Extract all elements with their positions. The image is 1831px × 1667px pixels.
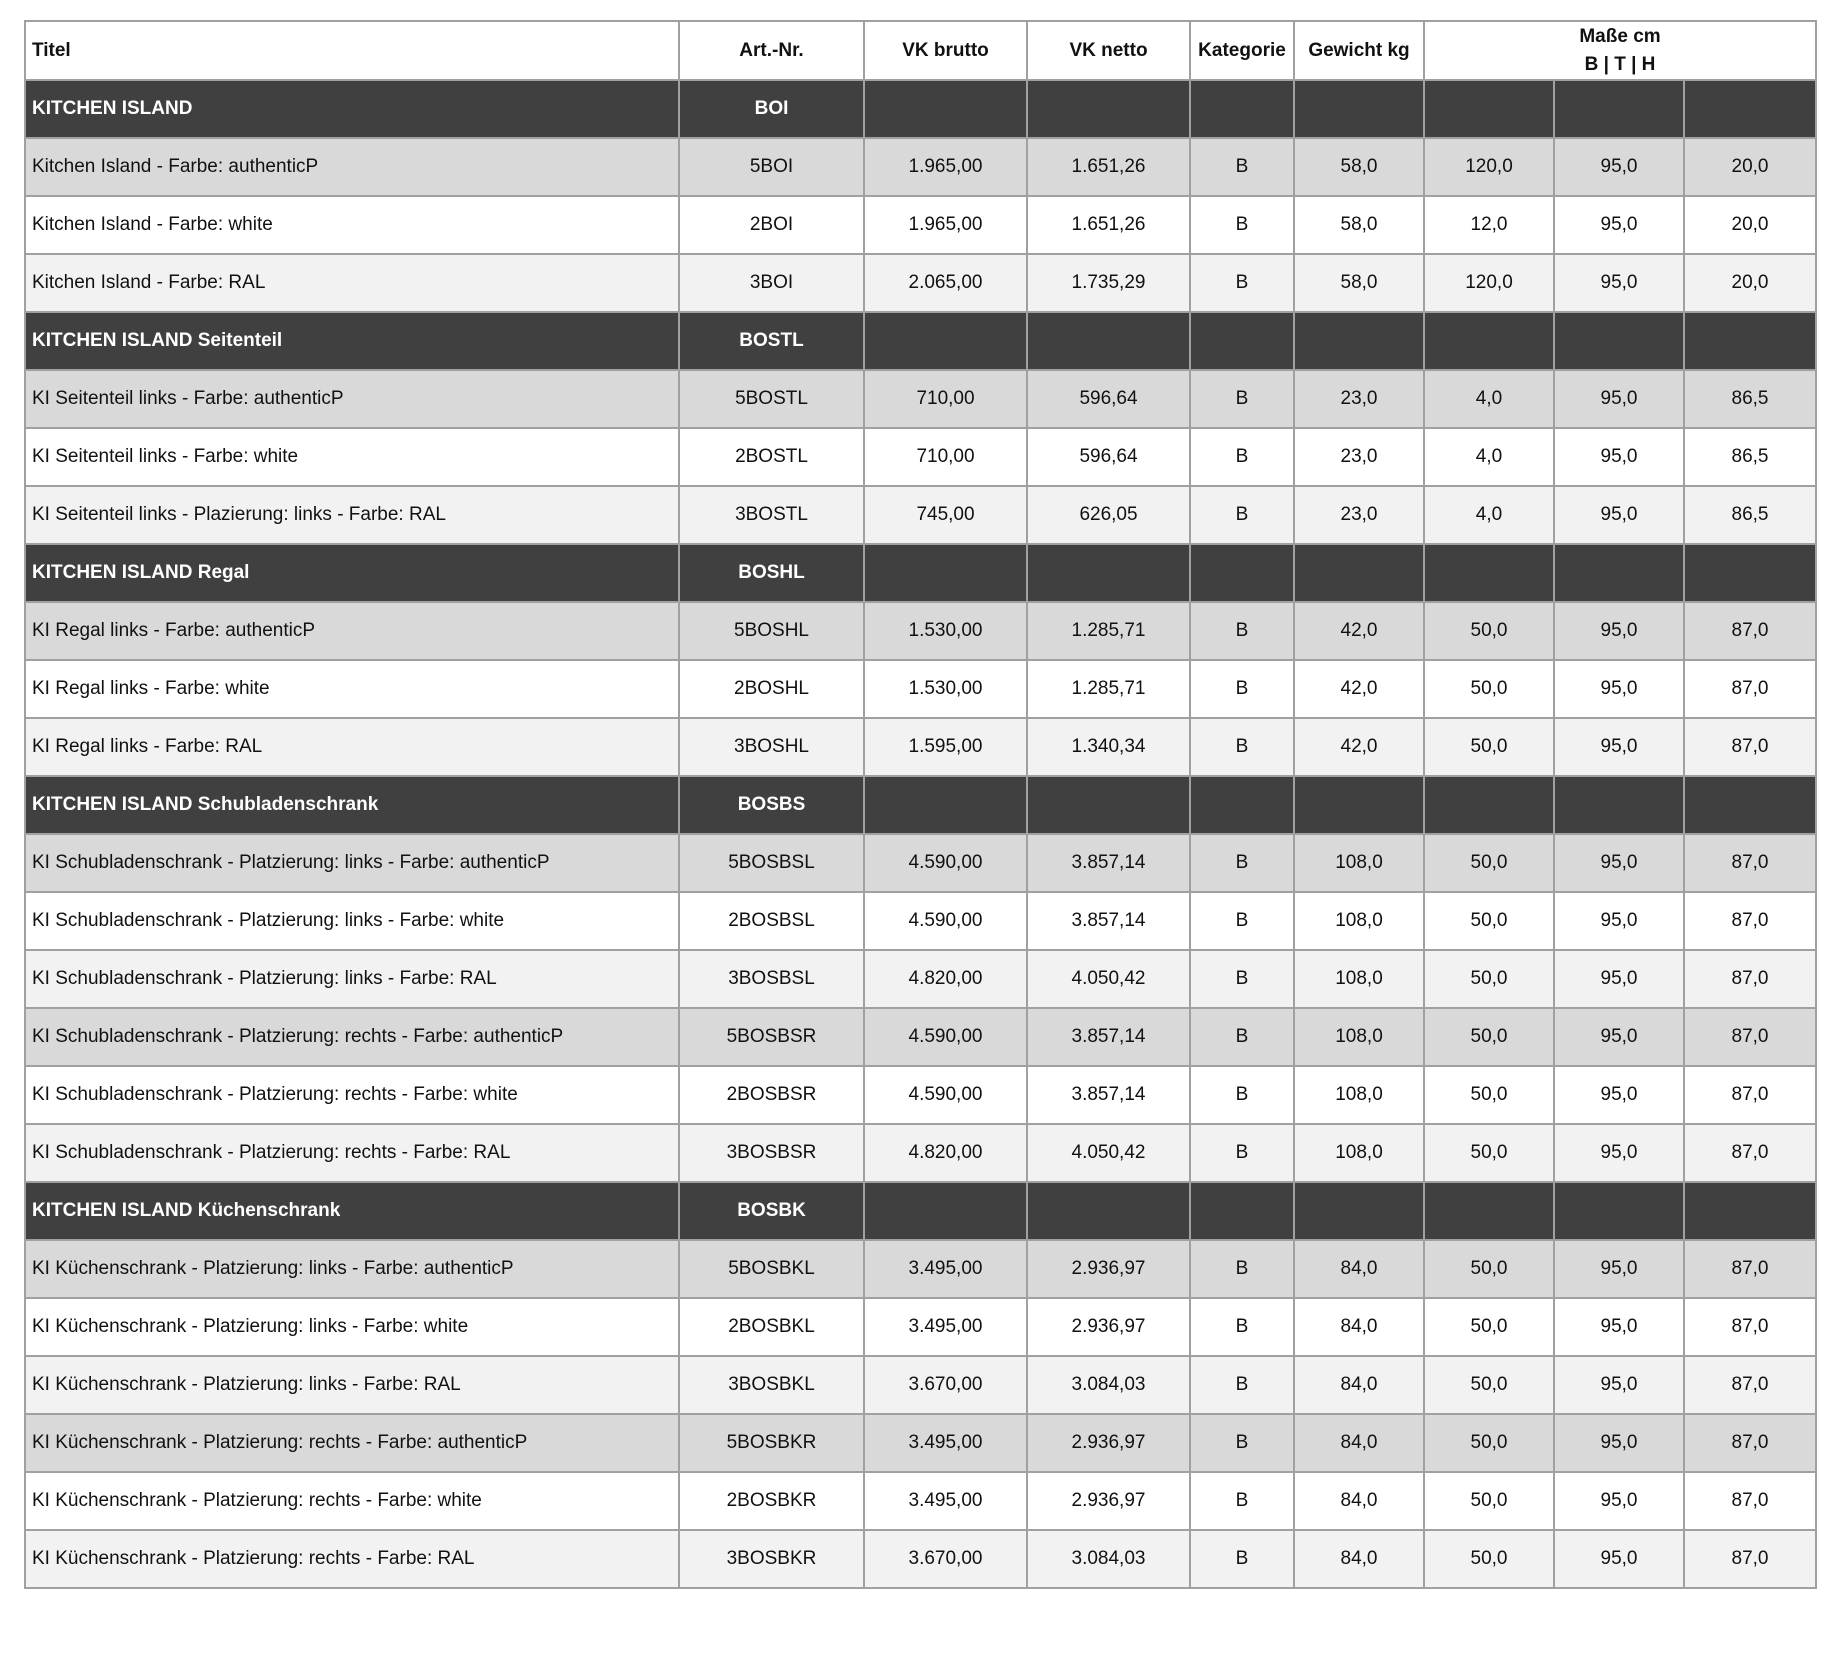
row-tiefe: 95,0 bbox=[1554, 1066, 1684, 1124]
row-art-nr: 2BOSBKL bbox=[679, 1298, 864, 1356]
table-row bbox=[25, 486, 1816, 544]
row-title: KI Seitenteil links - Farbe: authenticP bbox=[25, 370, 679, 428]
row-kategorie: B bbox=[1190, 1472, 1294, 1530]
row-kategorie: B bbox=[1190, 834, 1294, 892]
row-tiefe: 95,0 bbox=[1554, 1298, 1684, 1356]
row-gewicht: 84,0 bbox=[1294, 1472, 1424, 1530]
group-empty-cell bbox=[864, 776, 1027, 834]
row-vk-brutto: 710,00 bbox=[864, 428, 1027, 486]
row-title: KI Schubladenschrank - Platzierung: links - Farbe: white bbox=[25, 892, 679, 950]
row-vk-netto: 2.936,97 bbox=[1027, 1414, 1190, 1472]
row-vk-netto: 4.050,42 bbox=[1027, 1124, 1190, 1182]
row-vk-brutto: 4.590,00 bbox=[864, 892, 1027, 950]
row-breite: 50,0 bbox=[1424, 834, 1554, 892]
row-breite: 4,0 bbox=[1424, 486, 1554, 544]
row-title: KI Seitenteil links - Farbe: white bbox=[25, 428, 679, 486]
row-gewicht: 108,0 bbox=[1294, 1124, 1424, 1182]
header-vk-netto: VK netto bbox=[1027, 21, 1190, 80]
group-empty-cell bbox=[1294, 312, 1424, 370]
group-title: KITCHEN ISLAND Küchenschrank bbox=[25, 1182, 679, 1240]
row-title: Kitchen Island - Farbe: white bbox=[25, 196, 679, 254]
group-empty-cell bbox=[1684, 776, 1816, 834]
row-title: KI Küchenschrank - Platzierung: rechts - Farbe: white bbox=[25, 1472, 679, 1530]
group-empty-cell bbox=[1190, 544, 1294, 602]
group-row bbox=[25, 312, 1816, 370]
row-kategorie: B bbox=[1190, 138, 1294, 196]
group-empty-cell bbox=[864, 544, 1027, 602]
group-title: KITCHEN ISLAND Regal bbox=[25, 544, 679, 602]
group-empty-cell bbox=[1294, 80, 1424, 138]
table-row bbox=[25, 602, 1816, 660]
row-kategorie: B bbox=[1190, 718, 1294, 776]
row-tiefe: 95,0 bbox=[1554, 428, 1684, 486]
header-art-nr: Art.-Nr. bbox=[679, 21, 864, 80]
row-vk-brutto: 710,00 bbox=[864, 370, 1027, 428]
row-breite: 50,0 bbox=[1424, 1066, 1554, 1124]
group-empty-cell bbox=[1027, 544, 1190, 602]
row-vk-netto: 1.651,26 bbox=[1027, 196, 1190, 254]
row-hoehe: 87,0 bbox=[1684, 1414, 1816, 1472]
group-empty-cell bbox=[1684, 544, 1816, 602]
group-empty-cell bbox=[1027, 776, 1190, 834]
row-hoehe: 87,0 bbox=[1684, 1530, 1816, 1588]
header-row bbox=[25, 21, 1816, 80]
row-kategorie: B bbox=[1190, 1066, 1294, 1124]
group-empty-cell bbox=[1190, 312, 1294, 370]
row-title: Kitchen Island - Farbe: RAL bbox=[25, 254, 679, 312]
row-gewicht: 108,0 bbox=[1294, 950, 1424, 1008]
table-row bbox=[25, 1530, 1816, 1588]
row-vk-netto: 596,64 bbox=[1027, 428, 1190, 486]
row-kategorie: B bbox=[1190, 660, 1294, 718]
table-row bbox=[25, 1414, 1816, 1472]
row-vk-brutto: 1.530,00 bbox=[864, 660, 1027, 718]
row-tiefe: 95,0 bbox=[1554, 892, 1684, 950]
group-empty-cell bbox=[1424, 312, 1554, 370]
table-row bbox=[25, 1066, 1816, 1124]
row-kategorie: B bbox=[1190, 892, 1294, 950]
group-empty-cell bbox=[1294, 544, 1424, 602]
header-kategorie: Kategorie bbox=[1190, 21, 1294, 80]
row-title: KI Schubladenschrank - Platzierung: links - Farbe: RAL bbox=[25, 950, 679, 1008]
row-tiefe: 95,0 bbox=[1554, 1472, 1684, 1530]
row-hoehe: 87,0 bbox=[1684, 1356, 1816, 1414]
row-hoehe: 87,0 bbox=[1684, 1008, 1816, 1066]
row-vk-netto: 3.857,14 bbox=[1027, 892, 1190, 950]
group-empty-cell bbox=[1554, 776, 1684, 834]
row-gewicht: 42,0 bbox=[1294, 660, 1424, 718]
header-masse bbox=[1424, 21, 1816, 80]
row-hoehe: 86,5 bbox=[1684, 486, 1816, 544]
table-row bbox=[25, 138, 1816, 196]
group-title: KITCHEN ISLAND bbox=[25, 80, 679, 138]
row-title: KI Küchenschrank - Platzierung: links - Farbe: authenticP bbox=[25, 1240, 679, 1298]
table-row bbox=[25, 660, 1816, 718]
row-art-nr: 5BOSBSR bbox=[679, 1008, 864, 1066]
group-empty-cell bbox=[1294, 1182, 1424, 1240]
row-tiefe: 95,0 bbox=[1554, 254, 1684, 312]
row-breite: 120,0 bbox=[1424, 138, 1554, 196]
row-breite: 4,0 bbox=[1424, 428, 1554, 486]
row-gewicht: 23,0 bbox=[1294, 428, 1424, 486]
row-vk-netto: 2.936,97 bbox=[1027, 1240, 1190, 1298]
row-hoehe: 87,0 bbox=[1684, 892, 1816, 950]
row-gewicht: 108,0 bbox=[1294, 1066, 1424, 1124]
table-row bbox=[25, 1240, 1816, 1298]
row-vk-brutto: 3.495,00 bbox=[864, 1472, 1027, 1530]
row-breite: 120,0 bbox=[1424, 254, 1554, 312]
row-vk-brutto: 745,00 bbox=[864, 486, 1027, 544]
row-art-nr: 2BOSTL bbox=[679, 428, 864, 486]
header-gewicht: Gewicht kg bbox=[1294, 21, 1424, 80]
row-vk-brutto: 4.820,00 bbox=[864, 950, 1027, 1008]
row-kategorie: B bbox=[1190, 1530, 1294, 1588]
row-kategorie: B bbox=[1190, 1124, 1294, 1182]
row-vk-netto: 1.735,29 bbox=[1027, 254, 1190, 312]
group-empty-cell bbox=[864, 80, 1027, 138]
row-hoehe: 87,0 bbox=[1684, 1240, 1816, 1298]
row-title: KI Schubladenschrank - Platzierung: links - Farbe: authenticP bbox=[25, 834, 679, 892]
row-gewicht: 42,0 bbox=[1294, 602, 1424, 660]
group-row bbox=[25, 1182, 1816, 1240]
row-vk-netto: 2.936,97 bbox=[1027, 1472, 1190, 1530]
row-tiefe: 95,0 bbox=[1554, 1124, 1684, 1182]
group-code: BOSBK bbox=[679, 1182, 864, 1240]
group-empty-cell bbox=[864, 1182, 1027, 1240]
row-art-nr: 2BOSHL bbox=[679, 660, 864, 718]
row-vk-netto: 3.857,14 bbox=[1027, 1008, 1190, 1066]
row-title: KI Küchenschrank - Platzierung: rechts - Farbe: authenticP bbox=[25, 1414, 679, 1472]
row-gewicht: 42,0 bbox=[1294, 718, 1424, 776]
row-art-nr: 3BOSBSL bbox=[679, 950, 864, 1008]
row-gewicht: 84,0 bbox=[1294, 1414, 1424, 1472]
table-row bbox=[25, 1124, 1816, 1182]
row-art-nr: 5BOSBSL bbox=[679, 834, 864, 892]
row-gewicht: 58,0 bbox=[1294, 254, 1424, 312]
row-kategorie: B bbox=[1190, 602, 1294, 660]
header-title: Titel bbox=[25, 21, 679, 80]
row-art-nr: 2BOI bbox=[679, 196, 864, 254]
table-row bbox=[25, 892, 1816, 950]
row-tiefe: 95,0 bbox=[1554, 834, 1684, 892]
row-tiefe: 95,0 bbox=[1554, 602, 1684, 660]
group-empty-cell bbox=[1684, 1182, 1816, 1240]
group-empty-cell bbox=[1190, 776, 1294, 834]
row-title: KI Schubladenschrank - Platzierung: rechts - Farbe: RAL bbox=[25, 1124, 679, 1182]
row-breite: 50,0 bbox=[1424, 1124, 1554, 1182]
row-gewicht: 84,0 bbox=[1294, 1356, 1424, 1414]
group-code: BOSTL bbox=[679, 312, 864, 370]
group-empty-cell bbox=[1424, 80, 1554, 138]
row-vk-brutto: 4.590,00 bbox=[864, 1008, 1027, 1066]
row-vk-netto: 3.084,03 bbox=[1027, 1356, 1190, 1414]
row-hoehe: 86,5 bbox=[1684, 428, 1816, 486]
group-code: BOI bbox=[679, 80, 864, 138]
row-vk-netto: 3.857,14 bbox=[1027, 834, 1190, 892]
group-empty-cell bbox=[1027, 1182, 1190, 1240]
row-breite: 50,0 bbox=[1424, 1356, 1554, 1414]
row-vk-brutto: 1.965,00 bbox=[864, 196, 1027, 254]
row-tiefe: 95,0 bbox=[1554, 660, 1684, 718]
row-kategorie: B bbox=[1190, 1356, 1294, 1414]
row-gewicht: 108,0 bbox=[1294, 834, 1424, 892]
row-art-nr: 3BOSBKL bbox=[679, 1356, 864, 1414]
row-tiefe: 95,0 bbox=[1554, 1240, 1684, 1298]
group-row bbox=[25, 544, 1816, 602]
row-vk-brutto: 3.495,00 bbox=[864, 1240, 1027, 1298]
row-art-nr: 5BOSBKR bbox=[679, 1414, 864, 1472]
group-empty-cell bbox=[1190, 80, 1294, 138]
group-empty-cell bbox=[1554, 544, 1684, 602]
row-breite: 50,0 bbox=[1424, 1472, 1554, 1530]
group-empty-cell bbox=[1424, 1182, 1554, 1240]
group-code: BOSHL bbox=[679, 544, 864, 602]
row-gewicht: 58,0 bbox=[1294, 196, 1424, 254]
row-title: KI Küchenschrank - Platzierung: links - Farbe: white bbox=[25, 1298, 679, 1356]
row-tiefe: 95,0 bbox=[1554, 196, 1684, 254]
row-breite: 50,0 bbox=[1424, 1240, 1554, 1298]
row-hoehe: 87,0 bbox=[1684, 718, 1816, 776]
group-empty-cell bbox=[1027, 80, 1190, 138]
table-row bbox=[25, 196, 1816, 254]
group-title: KITCHEN ISLAND Seitenteil bbox=[25, 312, 679, 370]
row-art-nr: 2BOSBKR bbox=[679, 1472, 864, 1530]
row-art-nr: 3BOI bbox=[679, 254, 864, 312]
table-row bbox=[25, 718, 1816, 776]
group-empty-cell bbox=[1190, 1182, 1294, 1240]
row-hoehe: 20,0 bbox=[1684, 254, 1816, 312]
table-row bbox=[25, 428, 1816, 486]
row-title: KI Regal links - Farbe: RAL bbox=[25, 718, 679, 776]
row-breite: 50,0 bbox=[1424, 718, 1554, 776]
row-hoehe: 87,0 bbox=[1684, 602, 1816, 660]
group-empty-cell bbox=[1027, 312, 1190, 370]
row-vk-brutto: 4.590,00 bbox=[864, 1066, 1027, 1124]
row-tiefe: 95,0 bbox=[1554, 1356, 1684, 1414]
row-art-nr: 2BOSBSR bbox=[679, 1066, 864, 1124]
table-row bbox=[25, 1008, 1816, 1066]
table-body bbox=[25, 80, 1816, 1588]
row-tiefe: 95,0 bbox=[1554, 486, 1684, 544]
row-title: KI Regal links - Farbe: authenticP bbox=[25, 602, 679, 660]
row-gewicht: 58,0 bbox=[1294, 138, 1424, 196]
row-vk-brutto: 3.670,00 bbox=[864, 1530, 1027, 1588]
row-tiefe: 95,0 bbox=[1554, 370, 1684, 428]
row-tiefe: 95,0 bbox=[1554, 1008, 1684, 1066]
row-kategorie: B bbox=[1190, 950, 1294, 1008]
row-hoehe: 20,0 bbox=[1684, 196, 1816, 254]
row-kategorie: B bbox=[1190, 486, 1294, 544]
group-empty-cell bbox=[864, 312, 1027, 370]
row-vk-netto: 626,05 bbox=[1027, 486, 1190, 544]
row-gewicht: 23,0 bbox=[1294, 486, 1424, 544]
group-empty-cell bbox=[1684, 80, 1816, 138]
row-title: KI Schubladenschrank - Platzierung: rechts - Farbe: authenticP bbox=[25, 1008, 679, 1066]
group-row bbox=[25, 80, 1816, 138]
row-art-nr: 5BOSBKL bbox=[679, 1240, 864, 1298]
row-art-nr: 3BOSBSR bbox=[679, 1124, 864, 1182]
group-empty-cell bbox=[1554, 80, 1684, 138]
table-row bbox=[25, 1472, 1816, 1530]
row-gewicht: 108,0 bbox=[1294, 892, 1424, 950]
row-gewicht: 84,0 bbox=[1294, 1530, 1424, 1588]
header-masse-sub: B | T | H bbox=[1584, 53, 1656, 75]
table-row bbox=[25, 254, 1816, 312]
header-vk-brutto: VK brutto bbox=[864, 21, 1027, 80]
row-title: KI Seitenteil links - Plazierung: links - Farbe: RAL bbox=[25, 486, 679, 544]
group-row bbox=[25, 776, 1816, 834]
row-gewicht: 108,0 bbox=[1294, 1008, 1424, 1066]
group-empty-cell bbox=[1554, 1182, 1684, 1240]
row-hoehe: 87,0 bbox=[1684, 1066, 1816, 1124]
row-breite: 50,0 bbox=[1424, 1008, 1554, 1066]
row-title: KI Küchenschrank - Platzierung: links - Farbe: RAL bbox=[25, 1356, 679, 1414]
table-row bbox=[25, 950, 1816, 1008]
row-kategorie: B bbox=[1190, 1008, 1294, 1066]
row-kategorie: B bbox=[1190, 428, 1294, 486]
group-empty-cell bbox=[1424, 544, 1554, 602]
row-breite: 50,0 bbox=[1424, 892, 1554, 950]
row-breite: 50,0 bbox=[1424, 1414, 1554, 1472]
table-row bbox=[25, 834, 1816, 892]
row-breite: 50,0 bbox=[1424, 1298, 1554, 1356]
row-vk-brutto: 1.530,00 bbox=[864, 602, 1027, 660]
row-vk-netto: 596,64 bbox=[1027, 370, 1190, 428]
group-empty-cell bbox=[1554, 312, 1684, 370]
row-gewicht: 84,0 bbox=[1294, 1240, 1424, 1298]
row-vk-netto: 4.050,42 bbox=[1027, 950, 1190, 1008]
row-vk-netto: 1.340,34 bbox=[1027, 718, 1190, 776]
row-vk-brutto: 4.590,00 bbox=[864, 834, 1027, 892]
row-hoehe: 87,0 bbox=[1684, 660, 1816, 718]
row-title: KI Küchenschrank - Platzierung: rechts - Farbe: RAL bbox=[25, 1530, 679, 1588]
group-title: KITCHEN ISLAND Schubladenschrank bbox=[25, 776, 679, 834]
row-kategorie: B bbox=[1190, 1298, 1294, 1356]
row-hoehe: 86,5 bbox=[1684, 370, 1816, 428]
row-title: KI Regal links - Farbe: white bbox=[25, 660, 679, 718]
row-vk-brutto: 3.495,00 bbox=[864, 1414, 1027, 1472]
row-vk-netto: 2.936,97 bbox=[1027, 1298, 1190, 1356]
row-vk-netto: 1.651,26 bbox=[1027, 138, 1190, 196]
row-vk-netto: 1.285,71 bbox=[1027, 660, 1190, 718]
row-vk-netto: 3.857,14 bbox=[1027, 1066, 1190, 1124]
table-row bbox=[25, 1356, 1816, 1414]
header-masse-label: Maße cm bbox=[1579, 25, 1661, 47]
group-empty-cell bbox=[1294, 776, 1424, 834]
row-breite: 50,0 bbox=[1424, 602, 1554, 660]
row-vk-brutto: 4.820,00 bbox=[864, 1124, 1027, 1182]
table-row bbox=[25, 370, 1816, 428]
row-art-nr: 3BOSBKR bbox=[679, 1530, 864, 1588]
row-gewicht: 84,0 bbox=[1294, 1298, 1424, 1356]
row-vk-brutto: 2.065,00 bbox=[864, 254, 1027, 312]
row-art-nr: 2BOSBSL bbox=[679, 892, 864, 950]
row-breite: 4,0 bbox=[1424, 370, 1554, 428]
row-title: Kitchen Island - Farbe: authenticP bbox=[25, 138, 679, 196]
group-empty-cell bbox=[1424, 776, 1554, 834]
price-table bbox=[24, 20, 1817, 1589]
row-kategorie: B bbox=[1190, 1414, 1294, 1472]
row-gewicht: 23,0 bbox=[1294, 370, 1424, 428]
row-title: KI Schubladenschrank - Platzierung: rechts - Farbe: white bbox=[25, 1066, 679, 1124]
row-hoehe: 20,0 bbox=[1684, 138, 1816, 196]
row-breite: 50,0 bbox=[1424, 950, 1554, 1008]
row-vk-netto: 1.285,71 bbox=[1027, 602, 1190, 660]
row-art-nr: 3BOSTL bbox=[679, 486, 864, 544]
row-tiefe: 95,0 bbox=[1554, 718, 1684, 776]
row-art-nr: 5BOSTL bbox=[679, 370, 864, 428]
row-hoehe: 87,0 bbox=[1684, 834, 1816, 892]
row-tiefe: 95,0 bbox=[1554, 138, 1684, 196]
row-vk-brutto: 3.495,00 bbox=[864, 1298, 1027, 1356]
row-tiefe: 95,0 bbox=[1554, 1414, 1684, 1472]
row-breite: 50,0 bbox=[1424, 1530, 1554, 1588]
row-kategorie: B bbox=[1190, 370, 1294, 428]
row-vk-brutto: 3.670,00 bbox=[864, 1356, 1027, 1414]
row-vk-netto: 3.084,03 bbox=[1027, 1530, 1190, 1588]
row-kategorie: B bbox=[1190, 1240, 1294, 1298]
table-row bbox=[25, 1298, 1816, 1356]
row-hoehe: 87,0 bbox=[1684, 1298, 1816, 1356]
row-breite: 12,0 bbox=[1424, 196, 1554, 254]
row-vk-brutto: 1.595,00 bbox=[864, 718, 1027, 776]
row-hoehe: 87,0 bbox=[1684, 1124, 1816, 1182]
row-kategorie: B bbox=[1190, 196, 1294, 254]
row-tiefe: 95,0 bbox=[1554, 1530, 1684, 1588]
row-tiefe: 95,0 bbox=[1554, 950, 1684, 1008]
group-empty-cell bbox=[1684, 312, 1816, 370]
row-breite: 50,0 bbox=[1424, 660, 1554, 718]
group-code: BOSBS bbox=[679, 776, 864, 834]
row-kategorie: B bbox=[1190, 254, 1294, 312]
row-vk-brutto: 1.965,00 bbox=[864, 138, 1027, 196]
row-art-nr: 3BOSHL bbox=[679, 718, 864, 776]
row-hoehe: 87,0 bbox=[1684, 1472, 1816, 1530]
row-hoehe: 87,0 bbox=[1684, 950, 1816, 1008]
row-art-nr: 5BOI bbox=[679, 138, 864, 196]
row-art-nr: 5BOSHL bbox=[679, 602, 864, 660]
